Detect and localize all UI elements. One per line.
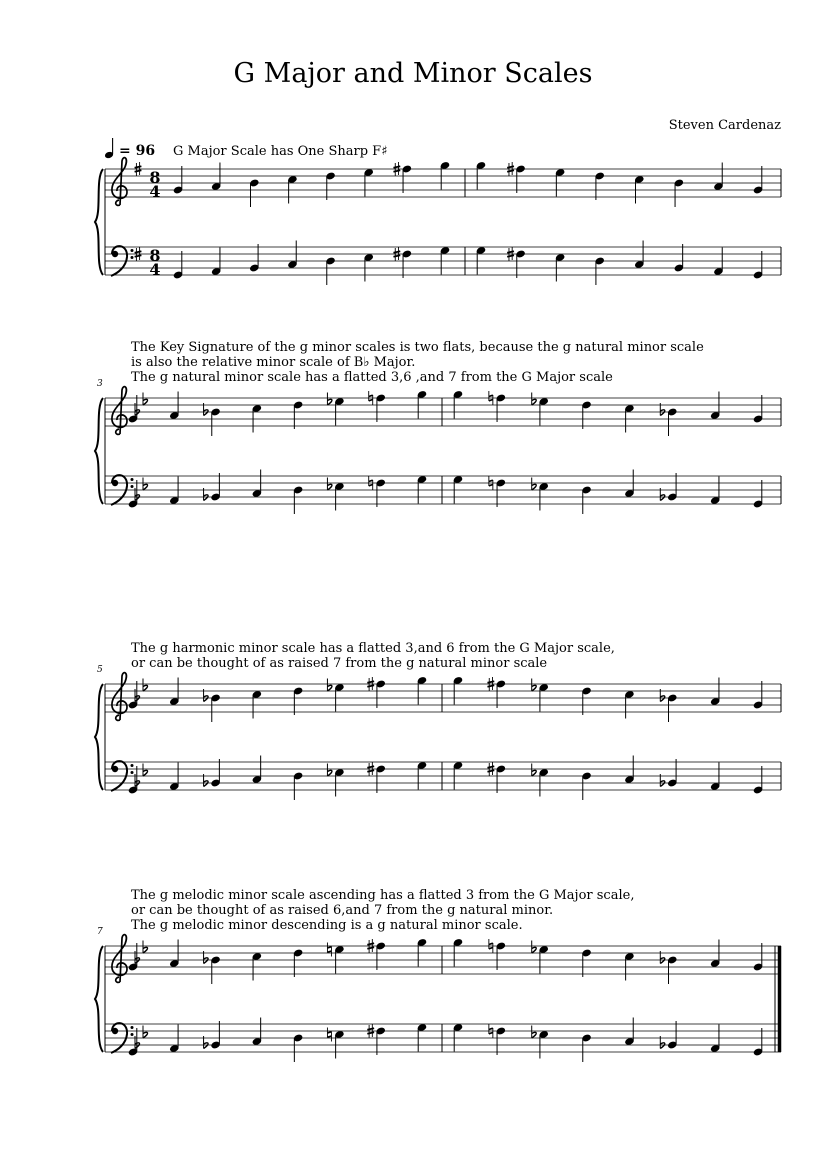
note <box>489 391 506 422</box>
quarter-note-icon <box>104 138 114 159</box>
flat-icon <box>143 478 148 491</box>
note <box>753 251 763 280</box>
note <box>487 762 506 793</box>
note <box>624 756 634 785</box>
treble-clef-icon <box>112 673 127 721</box>
annotation-text: The g natural minor scale has a flatted 3,6 ,and 7 from the G Major scale <box>131 370 613 385</box>
flat-icon <box>143 764 148 777</box>
note <box>555 253 565 282</box>
note <box>507 247 526 278</box>
flat-icon <box>327 679 332 692</box>
note <box>293 485 303 514</box>
note <box>252 1018 262 1047</box>
note <box>417 676 427 705</box>
flat-icon <box>532 941 537 954</box>
flat-icon <box>327 764 332 777</box>
note <box>489 1024 506 1055</box>
annotation-text: G Major Scale has One Sharp F♯ <box>173 144 388 159</box>
note <box>128 681 138 710</box>
natural-icon <box>327 1028 331 1042</box>
flat-icon <box>532 1026 537 1039</box>
note <box>453 938 463 967</box>
note <box>489 939 506 970</box>
tempo-value: = 96 <box>119 143 156 159</box>
note <box>594 171 604 200</box>
note <box>594 256 604 285</box>
note <box>532 941 549 974</box>
note <box>169 392 179 421</box>
flat-icon <box>143 941 148 954</box>
note <box>287 241 297 270</box>
note <box>252 952 262 981</box>
composer-name: Steven Cardenaz <box>668 118 781 133</box>
note <box>417 390 427 419</box>
bass-staff <box>105 476 781 504</box>
note <box>634 241 644 270</box>
note <box>169 940 179 969</box>
note <box>325 171 335 200</box>
note <box>532 1026 549 1059</box>
note <box>128 766 138 795</box>
note <box>710 940 720 969</box>
note <box>476 246 486 275</box>
treble-clef-icon <box>112 387 127 435</box>
note <box>173 251 183 280</box>
note <box>532 679 549 712</box>
note <box>660 689 677 722</box>
note <box>753 166 763 195</box>
system-1 <box>95 144 781 285</box>
note <box>753 1028 763 1057</box>
system-4 <box>95 888 781 1062</box>
flat-icon <box>143 393 148 406</box>
note <box>753 766 763 795</box>
note <box>753 943 763 972</box>
flat-icon <box>327 478 332 491</box>
brace <box>95 169 103 275</box>
bass-staff <box>105 762 781 790</box>
note <box>369 391 386 422</box>
note <box>532 393 549 426</box>
note <box>453 475 463 504</box>
note <box>581 400 591 429</box>
brace <box>95 946 103 1052</box>
note <box>753 480 763 509</box>
note <box>674 244 684 273</box>
note <box>211 248 221 277</box>
flat-icon <box>532 679 537 692</box>
note <box>581 771 591 800</box>
note <box>128 943 138 972</box>
annotation-text: or can be thought of as raised 7 from the g natural minor scale <box>131 656 548 671</box>
note <box>713 163 723 192</box>
note <box>624 404 634 433</box>
note <box>169 1025 179 1054</box>
note <box>393 162 412 193</box>
note <box>624 1018 634 1047</box>
note <box>710 477 720 506</box>
note <box>204 951 221 984</box>
note <box>249 244 259 273</box>
note <box>293 400 303 429</box>
note <box>581 1033 591 1062</box>
time-signature-denominator: 4 <box>149 182 161 201</box>
annotation-text: The Key Signature of the g minor scales is two flats, because the g natural minor scale <box>131 340 704 355</box>
note <box>417 938 427 967</box>
note <box>674 178 684 207</box>
note <box>252 690 262 719</box>
note <box>327 764 344 797</box>
time-signature-denominator: 4 <box>149 260 161 279</box>
bar-number: 7 <box>97 927 103 937</box>
treble-clef-icon <box>112 158 127 206</box>
note <box>710 763 720 792</box>
bar-number: 3 <box>97 379 103 389</box>
annotation-text: or can be thought of as raised 6,and 7 from the g natural minor. <box>131 903 554 918</box>
note <box>634 175 644 204</box>
note <box>713 248 723 277</box>
note <box>710 678 720 707</box>
natural-icon <box>327 943 331 957</box>
score-systems <box>95 144 781 1062</box>
note <box>204 689 221 722</box>
note <box>489 476 506 507</box>
treble-staff <box>105 946 781 974</box>
note <box>369 476 386 507</box>
note <box>169 477 179 506</box>
note <box>211 163 221 192</box>
flat-icon <box>532 764 537 777</box>
system-2 <box>95 340 781 514</box>
note <box>753 395 763 424</box>
note <box>417 761 427 790</box>
note <box>367 1024 386 1055</box>
note <box>532 478 549 511</box>
note <box>327 393 344 426</box>
note <box>204 403 221 436</box>
note <box>753 681 763 710</box>
time-signature-numerator: 8 <box>149 168 161 187</box>
note <box>169 763 179 792</box>
note <box>128 395 138 424</box>
note <box>581 948 591 977</box>
annotation-text: is also the relative minor scale of B♭ Major. <box>131 355 416 370</box>
note <box>293 948 303 977</box>
note <box>173 166 183 195</box>
flat-icon <box>143 1026 148 1039</box>
flat-icon <box>532 478 537 491</box>
note <box>249 178 259 207</box>
note <box>453 390 463 419</box>
note <box>532 764 549 797</box>
note <box>440 246 450 275</box>
note <box>476 161 486 190</box>
note <box>327 1028 344 1059</box>
note <box>660 951 677 984</box>
flat-icon <box>327 393 332 406</box>
note <box>327 679 344 712</box>
note <box>325 256 335 285</box>
note <box>128 480 138 509</box>
note <box>363 168 373 197</box>
note <box>581 485 591 514</box>
note <box>624 952 634 981</box>
note <box>453 1023 463 1052</box>
system-3 <box>95 641 781 800</box>
note <box>581 686 591 715</box>
flat-icon <box>532 393 537 406</box>
note <box>624 470 634 499</box>
tempo-marking <box>104 138 155 159</box>
note <box>417 475 427 504</box>
note <box>169 678 179 707</box>
note <box>287 175 297 204</box>
annotation-text: The g melodic minor scale ascending has a flatted 3 from the G Major scale, <box>131 888 635 903</box>
note <box>367 939 386 970</box>
note <box>660 403 677 436</box>
note <box>327 943 344 974</box>
note <box>453 676 463 705</box>
note <box>487 677 506 708</box>
note <box>417 1023 427 1052</box>
note <box>252 470 262 499</box>
note <box>252 404 262 433</box>
brace <box>95 684 103 790</box>
bass-staff <box>105 1024 781 1052</box>
note <box>393 247 412 278</box>
note <box>367 762 386 793</box>
annotation-text: The g harmonic minor scale has a flatted 3,and 6 from the G Major scale, <box>131 641 615 656</box>
brace <box>95 398 103 504</box>
note <box>507 162 526 193</box>
note <box>363 253 373 282</box>
annotation-text: The g melodic minor descending is a g natural minor scale. <box>131 918 523 933</box>
treble-clef-icon <box>112 935 127 983</box>
note <box>293 771 303 800</box>
note <box>453 761 463 790</box>
note <box>555 168 565 197</box>
bar-number: 5 <box>97 665 103 675</box>
note <box>252 756 262 785</box>
treble-staff <box>105 684 781 712</box>
note <box>710 392 720 421</box>
note <box>293 1033 303 1062</box>
note <box>367 677 386 708</box>
note <box>128 1028 138 1057</box>
treble-staff <box>105 398 781 426</box>
note <box>440 161 450 190</box>
note <box>293 686 303 715</box>
time-signature-numerator: 8 <box>149 246 161 265</box>
note <box>710 1025 720 1054</box>
note <box>624 690 634 719</box>
note <box>327 478 344 511</box>
piece-title: G Major and Minor Scales <box>233 58 593 89</box>
flat-icon <box>143 679 148 692</box>
